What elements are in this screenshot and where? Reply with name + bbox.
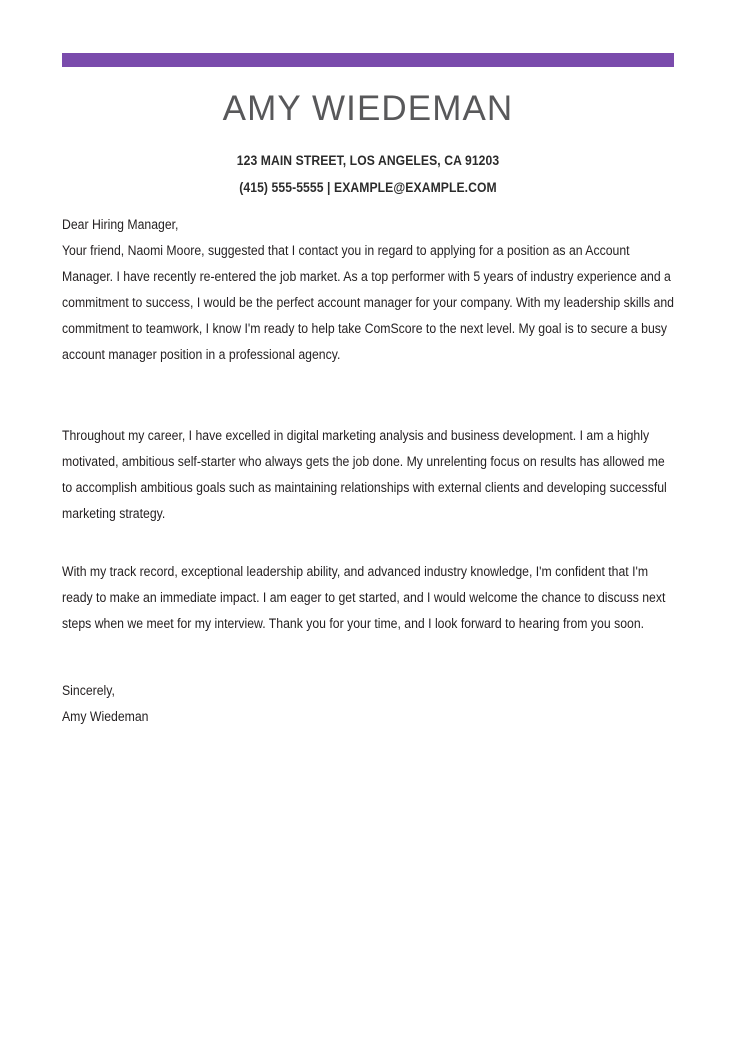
- letter-paragraph-3: With my track record, exceptional leadership ability, and advanced industry knowledge, I'm confident that I'm ready to make an immediate impact. I am eager to get started, and I would welcome the chance to discuss next steps when we meet for my interview. Thank you for your time, and I look forward to hearing from you soon.: [62, 564, 666, 631]
- signature-spacer: [62, 637, 675, 678]
- contact-address: 123 MAIN STREET, LOS ANGELES, CA 91203: [236, 153, 500, 168]
- paragraph-spacer: [62, 368, 675, 423]
- paragraph-spacer: [62, 527, 675, 559]
- page-title: AMY WIEDEMAN: [222, 89, 514, 128]
- letter-paragraph-2: Throughout my career, I have excelled in digital marketing analysis and business development. I am a highly motivated, ambitious self-starter who always gets the job done. My unrelenting focus on results has allowed me to accomplish ambitious goals such as maintaining relationships with external clients and developing successful marketing strategy.: [62, 428, 667, 521]
- letter-signature: Amy Wiedeman: [62, 709, 149, 724]
- letter-paragraph-1: Your friend, Naomi Moore, suggested that I contact you in regard to applying for a position as an Account Manager. I have recently re-entered the job market. As a top performer with 5 years of industry experience and a commitment to success, I would be the perfect account manager for your company. With my leadership skills and commitment to teamwork, I know I'm ready to help take ComScore to the next level. My goal is to secure a busy account manager position in a professional agency.: [62, 243, 674, 362]
- letter-salutation: Dear Hiring Manager,: [62, 217, 179, 232]
- letterhead-header: [62, 88, 674, 201]
- contact-phone-email: (415) 555-5555 | EXAMPLE@EXAMPLE.COM: [239, 180, 497, 195]
- purple-accent-bar: [62, 53, 674, 67]
- letter-closing: Sincerely,: [62, 683, 115, 698]
- letter-body: [62, 212, 675, 730]
